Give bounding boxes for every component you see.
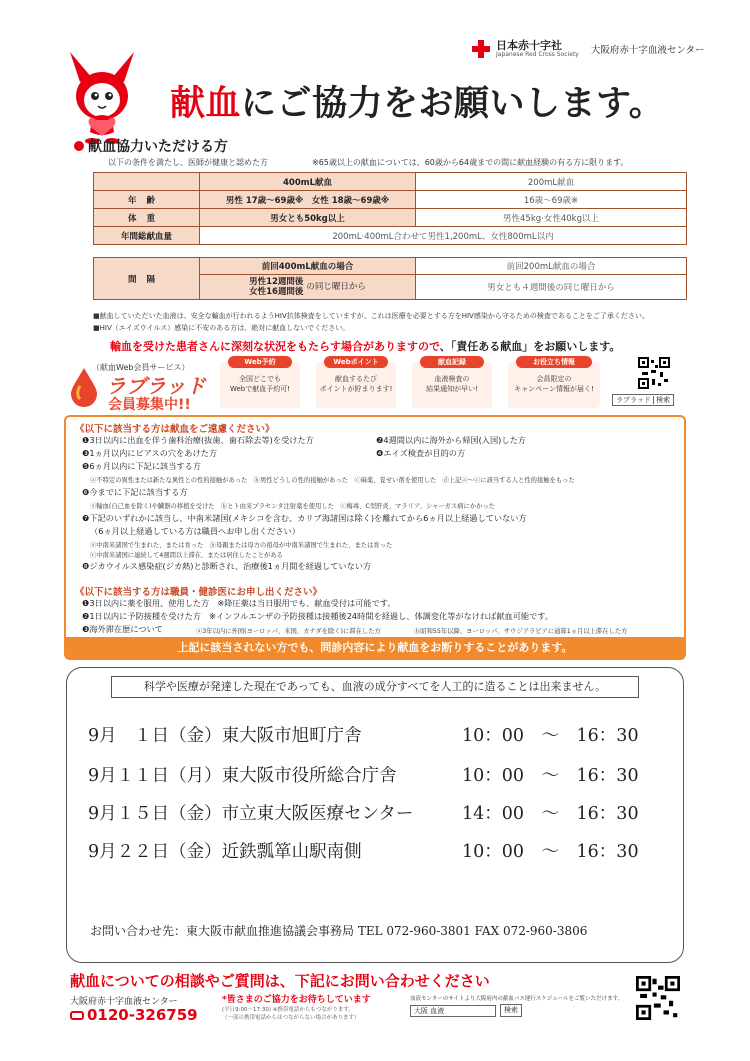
feature-tag: Webポイント — [324, 356, 388, 368]
schedule-row — [88, 762, 639, 787]
refusal-sub: ⓐ中南米諸国で生まれた、または育った ⓑ母親または母方の祖母が中南米諸国で生まれた、または育った — [90, 542, 393, 549]
eligibility-title-text: 献血協力いただける方 — [88, 139, 228, 155]
consult-sub: ⓑ昭和55年以降、ヨーロッパ、サウジアラビアに通算1ヵ月以上滞在した方 — [414, 628, 628, 635]
feature-line: キャンペーン情報が届く! — [514, 385, 594, 393]
responsible-donation-message — [110, 338, 620, 354]
footer-site-note: 血液センターのサイトより大阪府内の献血バス運行スケジュールをご覧いただけます。 — [410, 996, 624, 1002]
schedule-row — [88, 800, 639, 825]
age-200: 16歳〜69歳※ — [416, 191, 687, 209]
consult-sub: ⓐ3年以内に外国(ヨーロッパ、米国、カナダを除く)に滞在した方 — [196, 628, 381, 635]
row-label-age: 年齢 — [94, 191, 200, 209]
row-label-weight: 体重 — [94, 209, 200, 227]
contact-info: お問い合わせ先：東大阪市献血推進協議会事務局 TEL 072-960-3801 FAX 072-960-3806 — [90, 924, 588, 938]
refusal-item: ❼下記のいずれかに該当し、中南米諸国(メキシコを含む、カリブ海諸国は除く)を離れてから6ヵ月以上経過していない方 — [82, 513, 527, 523]
interval-400-header: 前回400mL献血の場合 — [200, 258, 416, 275]
interval-male: 男性12週間後 — [249, 277, 304, 287]
annual-volume: 200mL·400mL合わせて男性1,200mL、女性800mL以内 — [200, 227, 687, 245]
bullet-dot-icon — [74, 141, 84, 151]
table-header-row — [94, 173, 687, 191]
search-button[interactable]: 検索 — [653, 396, 670, 404]
interval-400-value — [200, 275, 416, 300]
table-corner — [94, 173, 200, 191]
consult-heading: 《以下に該当する方は職員・健診医にお申し出ください》 — [75, 587, 323, 598]
page-headline — [170, 76, 664, 126]
love-blood-name: ラブラッド — [106, 374, 206, 398]
love-blood-recruit: 会員募集中!! — [108, 397, 191, 413]
refusal-item: （6ヵ月以上経過している方は職員へお申し出ください） — [90, 526, 300, 536]
footer-note-line: （一部の携帯電話からはつながらない場合があります） — [222, 1015, 360, 1021]
consult-item: ❷1日以内に予防接種を受けた方 ※インフルエンザの予防接種は接種後24時間を経過し、体調変化等がなければ献血可能です。 — [82, 611, 553, 621]
schedule-date-place: 9月１５日（金）市立東大阪医療センター — [88, 804, 414, 824]
refusal-sub: ⓐ不特定の異性または新たな異性との性的接触があった ⓑ男性どうしの性的接触があった ⓒ麻薬、覚せい剤を使用した ⓓ上記ⓐ〜ⓒに該当する人と性的接触をもった — [90, 477, 575, 484]
consult-item: ❶3日以内に薬を服用、使用した方 ※降圧薬は当日服用でも、献血受付は可能です。 — [82, 598, 396, 608]
interval-table — [93, 257, 687, 300]
free-dial-icon — [70, 1011, 84, 1020]
schedule-date-place: 9月 １日（金）東大阪市旭町庁舎 — [88, 726, 362, 746]
search-text: ラブラッド — [616, 396, 651, 404]
table-row — [94, 209, 687, 227]
interval-200-value: 男女とも４週間後の同じ曜日から — [416, 275, 687, 300]
refusal-item: ❶3日以内に出血を伴う歯科治療(抜歯、歯石除去等)を受けた方 — [82, 435, 314, 445]
interval-female: 女性16週間後 — [249, 287, 304, 297]
schedule-row — [88, 838, 639, 863]
weight-200: 男性45kg·女性40kg以上 — [416, 209, 687, 227]
blood-center-name: 大阪府赤十字血液センター — [590, 45, 705, 56]
love-blood-service-label: （献血Web会員サービス） — [92, 363, 190, 372]
schedule-time: 10：00 〜 16：30 — [462, 842, 639, 862]
science-note: 科学や医療が発達した現在であっても、血液の成分すべてを人工的に造ることは出来ません。 — [111, 676, 639, 698]
footer-search-button[interactable]: 検索 — [500, 1004, 522, 1017]
headline-rest: にご協力をお願いします。 — [241, 84, 665, 124]
footer-search — [410, 1004, 522, 1017]
refusal-item: ❷4週間以内に海外から帰国(入国)した方 — [376, 435, 526, 445]
age-note: ※65歳以上の献血については、60歳から64歳までの間に献血経験の有る方に限ります。 — [312, 158, 629, 167]
feature-line: 血液検査の — [434, 375, 470, 383]
footer-center-name: 大阪府赤十字血液センター — [70, 997, 178, 1007]
col-200-header: 200mL献血 — [416, 173, 687, 191]
critical-red: 輸血を受けた患者さんに深刻な状況をもたらす場合がありますので — [110, 340, 440, 353]
footer-search-input[interactable]: 大阪 血液 — [410, 1005, 496, 1017]
age-400: 男性 17歳〜69歳※ 女性 18歳〜69歳※ — [200, 191, 416, 209]
consult-item: ❸海外滞在歴について — [82, 624, 163, 634]
hiv-note-1: ■献血していただいた血液は、安全な輸血が行われるようHIV抗体検査をしていますが、これは医療を必要とする方をHIV感染から守るための検査であることをご了承ください。 — [93, 312, 649, 320]
row-label-interval: 間隔 — [94, 258, 200, 300]
feature-line: 献血するたび — [335, 375, 377, 383]
phone-number[interactable]: 0120-326759 — [87, 1006, 198, 1024]
hiv-note-2: ■HIV（エイズウイルス）感染に不安のある方は、絶対に献血しないでください。 — [93, 324, 350, 332]
refusal-item: ❺6ヵ月以内に下記に該当する方 — [82, 461, 201, 471]
schedule-date-place: 9月１１日（月）東大阪市役所総合庁舎 — [88, 766, 397, 786]
feature-line: 全国どこでも — [239, 375, 281, 383]
schedule-row — [88, 722, 639, 747]
love-blood-search-box[interactable] — [612, 394, 674, 406]
table-row — [94, 227, 687, 245]
feature-tag: お役立ち情報 — [516, 356, 592, 368]
refusal-sub: ⓒ中南米諸国に連続して4週間以上滞在、または居住したことがある — [90, 552, 283, 559]
footer-phone-note — [222, 1006, 360, 1022]
feature-line: 結果通知が早い! — [426, 385, 478, 393]
refusal-item: ❸1ヵ月以内にピアスの穴をあけた方 — [82, 448, 218, 458]
feature-tag: Web予約 — [228, 356, 292, 368]
row-label-annual: 年間総献血量 — [94, 227, 200, 245]
feature-web-points — [316, 358, 396, 408]
feature-line: 会員限定の — [536, 375, 572, 383]
refusal-item: ❽ジカウイルス感染症(ジカ熱)と診断され、治療後1ヵ月間を経過していない方 — [82, 561, 372, 571]
col-400-header: 400mL献血 — [200, 173, 416, 191]
jrc-logo — [472, 40, 704, 58]
footer-phone[interactable] — [70, 1006, 198, 1024]
interval-same-day: の同じ曜日から — [306, 282, 366, 292]
schedule-time: 10：00 〜 16：30 — [462, 726, 639, 746]
refusal-sub: ⓐ輸血(自己血を除く)や臓器の移植を受けた ⓑヒト由来プラセンタ注射薬を使用した ⓒ梅毒、C型肝炎、マラリア、シャーガス病にかかった — [90, 503, 496, 510]
footer-thanks: *皆さまのご協力をお待ちしています — [222, 995, 371, 1005]
eligibility-title — [74, 136, 228, 156]
feature-useful-info — [508, 358, 600, 408]
feature-tag: 献血記録 — [420, 356, 484, 368]
org-name: 日本赤十字社 — [496, 39, 562, 52]
schedule-time: 10：00 〜 16：30 — [462, 766, 639, 786]
love-blood-qr-code[interactable] — [638, 357, 670, 389]
headline-red: 献血 — [170, 84, 242, 124]
feature-line: Webで献血予約可! — [229, 385, 291, 393]
org-name-en: Japanese Red Cross Society — [496, 51, 579, 58]
schedule-date-place: 9月２２日（金）近鉄瓢箪山駅南側 — [88, 842, 362, 862]
critical-rest: 、「責任ある献血」をお願いします。 — [439, 340, 621, 353]
footer-note-line: (平日9:00〜17:30) ※携帯電話からもつながります。 — [222, 1007, 354, 1013]
requirements-table — [93, 172, 687, 245]
table-row — [94, 258, 687, 275]
weight-400: 男女とも50kg以上 — [200, 209, 416, 227]
feature-donation-record — [412, 358, 492, 408]
refusal-footer-bar: 上記に該当されない方でも、問診内容により献血をお断りすることがあります。 — [66, 637, 684, 659]
feature-web-reservation — [220, 358, 300, 408]
schedule-qr-code[interactable] — [636, 976, 680, 1020]
refusal-heading: 《以下に該当する方は献血をご遠慮ください》 — [75, 424, 275, 435]
kenketsu-mascot — [62, 48, 142, 144]
feature-line: ポイントが貯まります! — [319, 385, 393, 393]
interval-200-header: 前回200mL献血の場合 — [416, 258, 687, 275]
condition-note: 以下の条件を満たし、医師が健康と認めた方 — [108, 158, 268, 167]
schedule-time: 14：00 〜 16：30 — [462, 804, 639, 824]
table-row — [94, 191, 687, 209]
refusal-item: ❹エイズ検査が目的の方 — [376, 448, 466, 458]
refusal-item: ❻今までに下記に該当する方 — [82, 487, 188, 497]
red-cross-icon — [472, 40, 490, 58]
footer-headline: 献血についての相談やご質問は、下記にお問い合わせください — [70, 972, 490, 990]
